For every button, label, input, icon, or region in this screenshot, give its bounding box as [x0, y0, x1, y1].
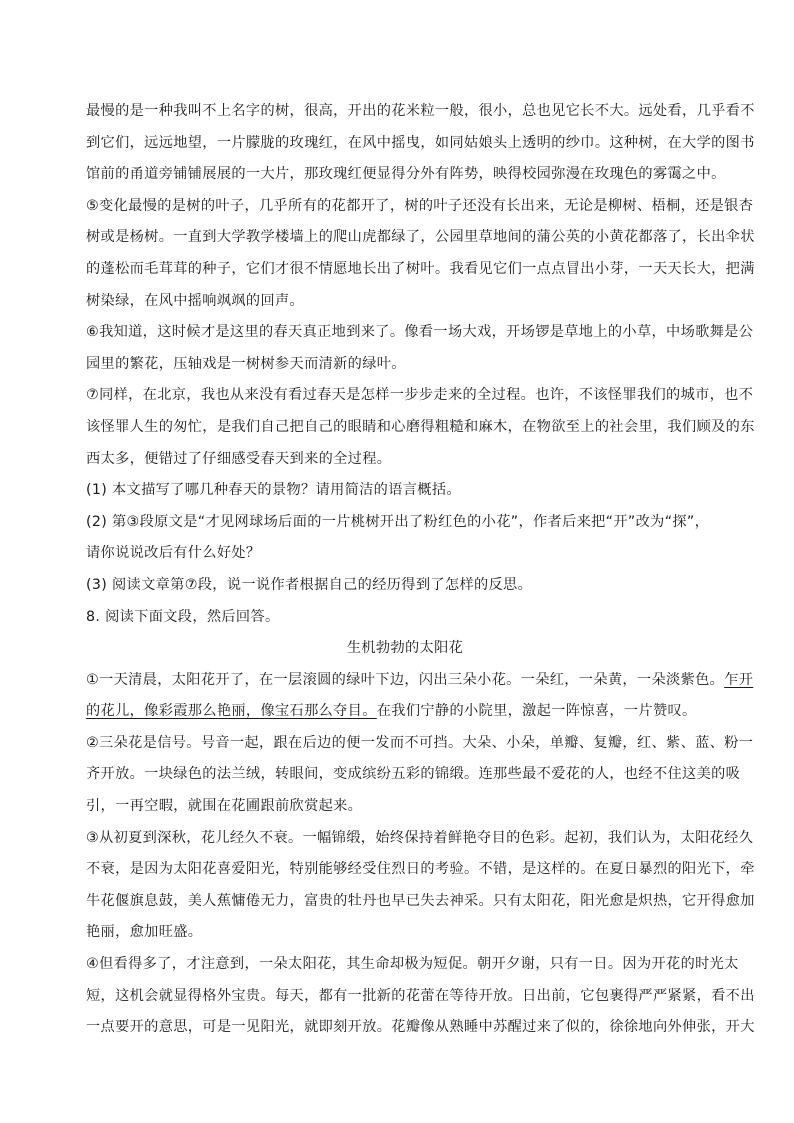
text-line [86, 96, 755, 128]
line-text: ①一天清晨，太阳花开了，在一层滚圆的绿叶下边，闪出三朵小花。一朵红，一朵黄，一朵淡紫色。 [86, 671, 725, 688]
line-text: 树染绿，在风中摇响飒飒的回声。 [86, 292, 305, 309]
line-text: ③从初夏到深秋，花儿经久不衰。一幅锦缎，始终保持着鲜艳夺目的色彩。起初，我们认为，太阳花经久 [86, 829, 754, 846]
underlined-text: 的花儿，像彩霞那么艳丽，像宝石那么夺目。 [86, 703, 377, 720]
text-line [86, 191, 754, 223]
text-line [86, 444, 724, 476]
line-text: (2) 第③段原文是“才见网球场后面的一片桃树开出了粉红色的小花”，作者后来把“开”改为“探”， [86, 513, 710, 530]
text-line [86, 317, 754, 349]
line-text: 生机勃勃的太阳花 [346, 640, 464, 657]
section-title [86, 633, 724, 665]
text-line [86, 254, 755, 286]
text-line [86, 917, 724, 949]
line-text: 的蓬松而毛茸茸的种子，它们才很不情愿地长出了树叶。我看见它们一点点冒出小芽，一天天长大，把满 [86, 260, 755, 277]
text-line [86, 349, 724, 381]
line-text: 8. 阅读下面文段，然后回答。 [86, 608, 280, 625]
line-text: 短，这机会就显得格外宝贵。每天，都有一批新的花蕾在等待开放。日出前，它包裹得严严紧紧，看不出 [86, 987, 755, 1004]
line-text: 齐开放。一块绿色的法兰绒，转眼间，变成缤纷五彩的锦缎。连那些最不爱花的人，也经不住这美的吸 [86, 766, 741, 783]
text-line [86, 412, 755, 444]
text-line [86, 759, 741, 791]
line-text: 树或是杨树。一直到大学教学楼墙上的爬山虎都绿了，公园里草地间的蒲公英的小黄花都落了，长出伞状 [86, 229, 755, 246]
line-text-tail: 在我们宁静的小院里，激起一阵惊喜，一片赞叹。 [376, 703, 697, 720]
text-line [86, 222, 755, 254]
underlined-text: 乍开 [724, 671, 754, 688]
line-text: 到它们，远远地望，一片朦胧的玫瑰红，在风中摇曳，如同姑娘头上透明的纱巾。这种树，在大学的图书 [86, 134, 755, 151]
line-text: 最慢的是一种我叫不上名字的树，很高，开出的花米粒一般，很小，总也见它长不大。远处看，几乎看不 [86, 103, 755, 119]
line-text: 牛花偃旗息鼓，美人蕉慵倦无力，富贵的牡丹也早已失去神采。只有太阳花，阳光愈是炽热，它开得愈加 [86, 892, 755, 909]
line-text: 不衰，是因为太阳花喜爱阳光，特别能够经受住烈日的考验。不错，是这样的。在夏日暴烈的阳光下，牵 [86, 861, 755, 878]
text-line [86, 286, 724, 318]
line-text: 艳丽，愈加旺盛。 [86, 924, 203, 941]
line-text: 西太多，便错过了仔细感受春天到来的全过程。 [86, 450, 392, 467]
text-line [86, 696, 724, 728]
text-line [86, 981, 755, 1013]
line-text: 园里的繁花，压轴戏是一树树参天而清新的绿叶。 [86, 355, 406, 372]
line-text: 一点要开的意思，可是一见阳光，就即刻开放。花瓣像从熟睡中苏醒过来了似的，徐徐地向外伸张，开大 [86, 1019, 755, 1036]
text-line [86, 728, 754, 760]
line-text: 请你说说改后有什么好处？ [86, 545, 261, 562]
line-text: (3) 阅读文章第⑦段，说一说作者根据自己的经历得到了怎样的反思。 [86, 576, 533, 593]
text-line [86, 791, 724, 823]
text-line [86, 159, 724, 191]
line-text: ④但看得多了，才注意到，一朵太阳花，其生命却极为短促。朝开夕谢，只有一日。因为开花的时光太 [86, 956, 739, 973]
line-text: 馆前的甬道旁铺铺展展的一大片，那玫瑰红便显得分外有阵势，映得校园弥漫在玫瑰色的雾霭之中。 [86, 166, 726, 183]
line-text: (1) 本文描写了哪几种春天的景物？请用简洁的语言概括。 [86, 482, 461, 499]
line-text: ⑦同样，在北京，我也从来没有看过春天是怎样一步步走来的全过程。也许，不该怪罪我们的城市，也不 [86, 387, 754, 404]
text-line [86, 602, 724, 634]
text-line [86, 854, 755, 886]
text-line [86, 380, 754, 412]
text-line [86, 823, 754, 855]
text-line [86, 570, 724, 602]
line-text: 引，一再空暇，就围在花圃跟前欣赏起来。 [86, 798, 363, 815]
line-text: ⑥我知道，这时候才是这里的春天真正地到来了。像看一场大戏，开场锣是草地上的小草，中场歌舞是公 [86, 324, 754, 341]
text-line [86, 1012, 755, 1044]
text-line [86, 949, 739, 981]
line-text: ②三朵花是信号。号音一起，跟在后边的便一发而不可挡。大朵、小朵，单瓣、复瓣，红、紫、蓝、粉一 [86, 734, 754, 751]
line-text: ⑤变化最慢的是树的叶子，几乎所有的花都开了，树的叶子还没有长出来，无论是柳树、梧桐，还是银杏 [86, 197, 754, 214]
text-line [86, 886, 755, 918]
text-line [86, 475, 724, 507]
text-line [86, 128, 755, 160]
line-text: 该怪罪人生的匆忙，是我们自己把自己的眼睛和心磨得粗糙和麻木，在物欲至上的社会里，我们顾及的东 [86, 418, 755, 435]
text-line [86, 538, 724, 570]
text-line [86, 507, 724, 539]
text-line [86, 665, 754, 697]
